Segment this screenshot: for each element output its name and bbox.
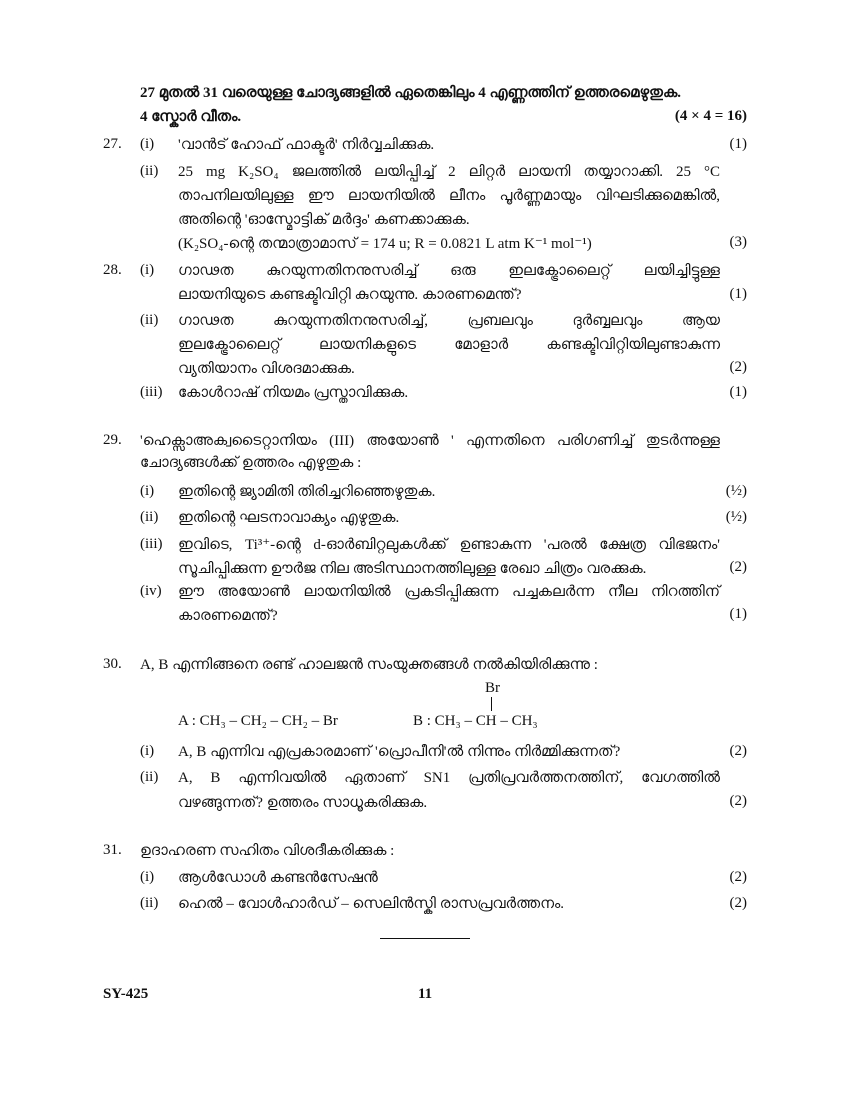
total-marks: (4 × 4 = 16) (674, 108, 747, 124)
q31-i-text: ആൾഡോൾ കണ്ടൻസേഷൻ (178, 870, 378, 886)
question-number-30: 30. (103, 656, 122, 672)
q31-intro: ഉദാഹരണ സഹിതം വിശദീകരിക്കുക : (140, 843, 395, 859)
q29-ii-label: (ii) (140, 509, 159, 525)
page-number: 11 (418, 986, 433, 1002)
q28-i-line1: ഗാഢത കുറയുന്നതിനനുസരിച്ച് ഒരു ഇലക്ട്രോലൈറ്റ് ലയിച്ചിട്ടുള്ള (178, 263, 720, 279)
q28-ii-line2: ഇലക്ട്രോലൈറ്റ് ലായനികളുടെ മോളാർ കണ്ടക്ടിവിറ്റിയിലുണ്ടാകുന്ന (178, 337, 720, 353)
q29-iv-line1: ഈ അയോൺ ലായനിയിൽ പ്രകടിപ്പിക്കുന്ന പച്ചകലർന്ന നീല നിറത്തിന് (178, 584, 720, 600)
q29-i-text: ഇതിന്റെ ജ്യാമിതി തിരിച്ചറിഞ്ഞെഴുതുക. (178, 484, 436, 500)
q28-iii-mark: (1) (729, 384, 747, 400)
q29-iii-line2: സൂചിപ്പിക്കുന്ന ഊർജ നില അടിസ്ഥാനത്തിലുള്ള രേഖാ ചിത്രം വരക്കുക. (178, 561, 647, 577)
q28-ii-label: (ii) (140, 312, 159, 328)
compound-b-substituent: Br (485, 680, 500, 696)
q29-intro-line1: 'ഹെക്സാഅക്വടൈറ്റാനിയം (III) അയോൺ ' എന്നതിനെ പരിഗണിച്ച് തുടർന്നുള്ള (140, 433, 720, 449)
paper-code: SY-425 (103, 986, 149, 1002)
question-number-31: 31. (103, 842, 122, 858)
compound-b-bond (491, 697, 492, 711)
compound-a: A : CH₃ – CH₂ – CH₂ – Br (178, 713, 338, 729)
q31-ii-text: ഹെൽ – വോൾഹാർഡ് – സെലിൻസ്കി രാസപ്രവർത്തനം. (178, 896, 565, 912)
q27-i-mark: (1) (729, 136, 747, 152)
q29-ii-text: ഇതിന്റെ ഘടനാവാക്യം എഴുതുക. (178, 510, 400, 526)
compound-b: B : CH₃ – CH – CH₃ (413, 713, 538, 729)
q29-iii-line1: ഇവിടെ, Ti³⁺-ന്റെ d-ഓർബിറ്റലുകൾക്ക് ഉണ്ടാകുന്ന 'പരൽ ക്ഷേത്ര വിഭജനം' (178, 537, 720, 553)
q31-ii-mark: (2) (729, 895, 747, 911)
q31-ii-label: (ii) (140, 895, 159, 911)
q30-intro: A, B എന്നിങ്ങനെ രണ്ട് ഹാലജൻ സംയുക്തങ്ങൾ നൽകിയിരിക്കുന്നു : (140, 657, 598, 673)
end-divider (380, 938, 470, 939)
q30-ii-mark: (2) (729, 793, 747, 809)
q29-iii-mark: (2) (729, 559, 747, 575)
q27-ii-line3: അതിന്റെ 'ഓസ്മോട്ടിക് മർദ്ദം' കണക്കാക്കുക. (178, 212, 470, 228)
q29-i-mark: (½) (725, 483, 747, 499)
q28-ii-mark: (2) (729, 359, 747, 375)
q27-ii-label: (ii) (140, 163, 159, 179)
q31-i-label: (i) (140, 869, 155, 885)
q27-ii-line4: (K₂SO₄-ന്റെ തന്മാത്രാമാസ് = 174 u; R = 0.0821 L atm K⁻¹ mol⁻¹) (178, 236, 592, 252)
question-number-29: 29. (103, 432, 122, 448)
q29-intro-line2: ചോദ്യങ്ങൾക്ക് ഉത്തരം എഴുതുക : (140, 455, 362, 471)
q29-i-label: (i) (140, 483, 155, 499)
q29-ii-mark: (½) (725, 509, 747, 525)
q27-ii-mark: (3) (729, 234, 747, 250)
q28-i-mark: (1) (729, 286, 747, 302)
q28-i-label: (i) (140, 262, 155, 278)
q30-ii-line1: A, B എന്നിവയിൽ ഏതാണ് SN1 പ്രതിപ്രവർത്തനത്തിന്, വേഗത്തിൽ (178, 770, 720, 786)
q28-iii-label: (iii) (140, 384, 163, 400)
q29-iv-mark: (1) (729, 606, 747, 622)
instruction-text: 27 മുതൽ 31 വരെയുള്ള ചോദ്യങ്ങളിൽ ഏതെങ്കിലും 4 എണ്ണത്തിന് ഉത്തരമെഴുതുക. (140, 85, 682, 101)
q30-i-label: (i) (140, 743, 155, 759)
question-number-27: 27. (103, 136, 122, 152)
q27-ii-line1: 25 mg K₂SO₄ ജലത്തിൽ ലയിപ്പിച്ച് 2 ലിറ്റർ ലായനി തയ്യാറാക്കി. 25 °C (178, 164, 720, 180)
q30-ii-label: (ii) (140, 769, 159, 785)
q30-i-text: A, B എന്നിവ എപ്രകാരമാണ് 'പ്രൊപീനി'ൽ നിന്നും നിർമ്മിക്കുന്നത്? (178, 744, 621, 760)
q27-i-text: 'വാൻട് ഹോഫ് ഫാക്ടർ' നിർവ്വചിക്കുക. (178, 137, 435, 153)
question-number-28: 28. (103, 262, 122, 278)
q28-i-line2: ലായനിയുടെ കണ്ടക്ടിവിറ്റി കുറയുന്നു. കാരണമെന്ത്? (178, 287, 522, 303)
q28-iii-text: കോൾറാഷ് നിയമം പ്രസ്താവിക്കുക. (178, 385, 409, 401)
scoring-text: 4 സ്കോർ വീതം. (140, 109, 242, 125)
q30-ii-line2: വഴങ്ങുന്നത്? ഉത്തരം സാധൂകരിക്കുക. (178, 795, 428, 811)
q29-iv-line2: കാരണമെന്ത്? (178, 608, 278, 624)
q29-iii-label: (iii) (140, 536, 163, 552)
q29-iv-label: (iv) (140, 583, 162, 599)
q27-i-label: (i) (140, 136, 155, 152)
q28-ii-line1: ഗാഢത കുറയുന്നതിനനുസരിച്ച്, പ്രബലവും ദുർബ്ബലവും ആയ (178, 313, 720, 329)
q30-i-mark: (2) (729, 743, 747, 759)
q31-i-mark: (2) (729, 869, 747, 885)
q27-ii-line2: താപനിലയിലുള്ള ഈ ലായനിയിൽ ലീനം പൂർണ്ണമായും വിഘടിക്കുമെങ്കിൽ, (178, 188, 720, 204)
q28-ii-line3: വ്യതിയാനം വിശദമാക്കുക. (178, 361, 355, 377)
